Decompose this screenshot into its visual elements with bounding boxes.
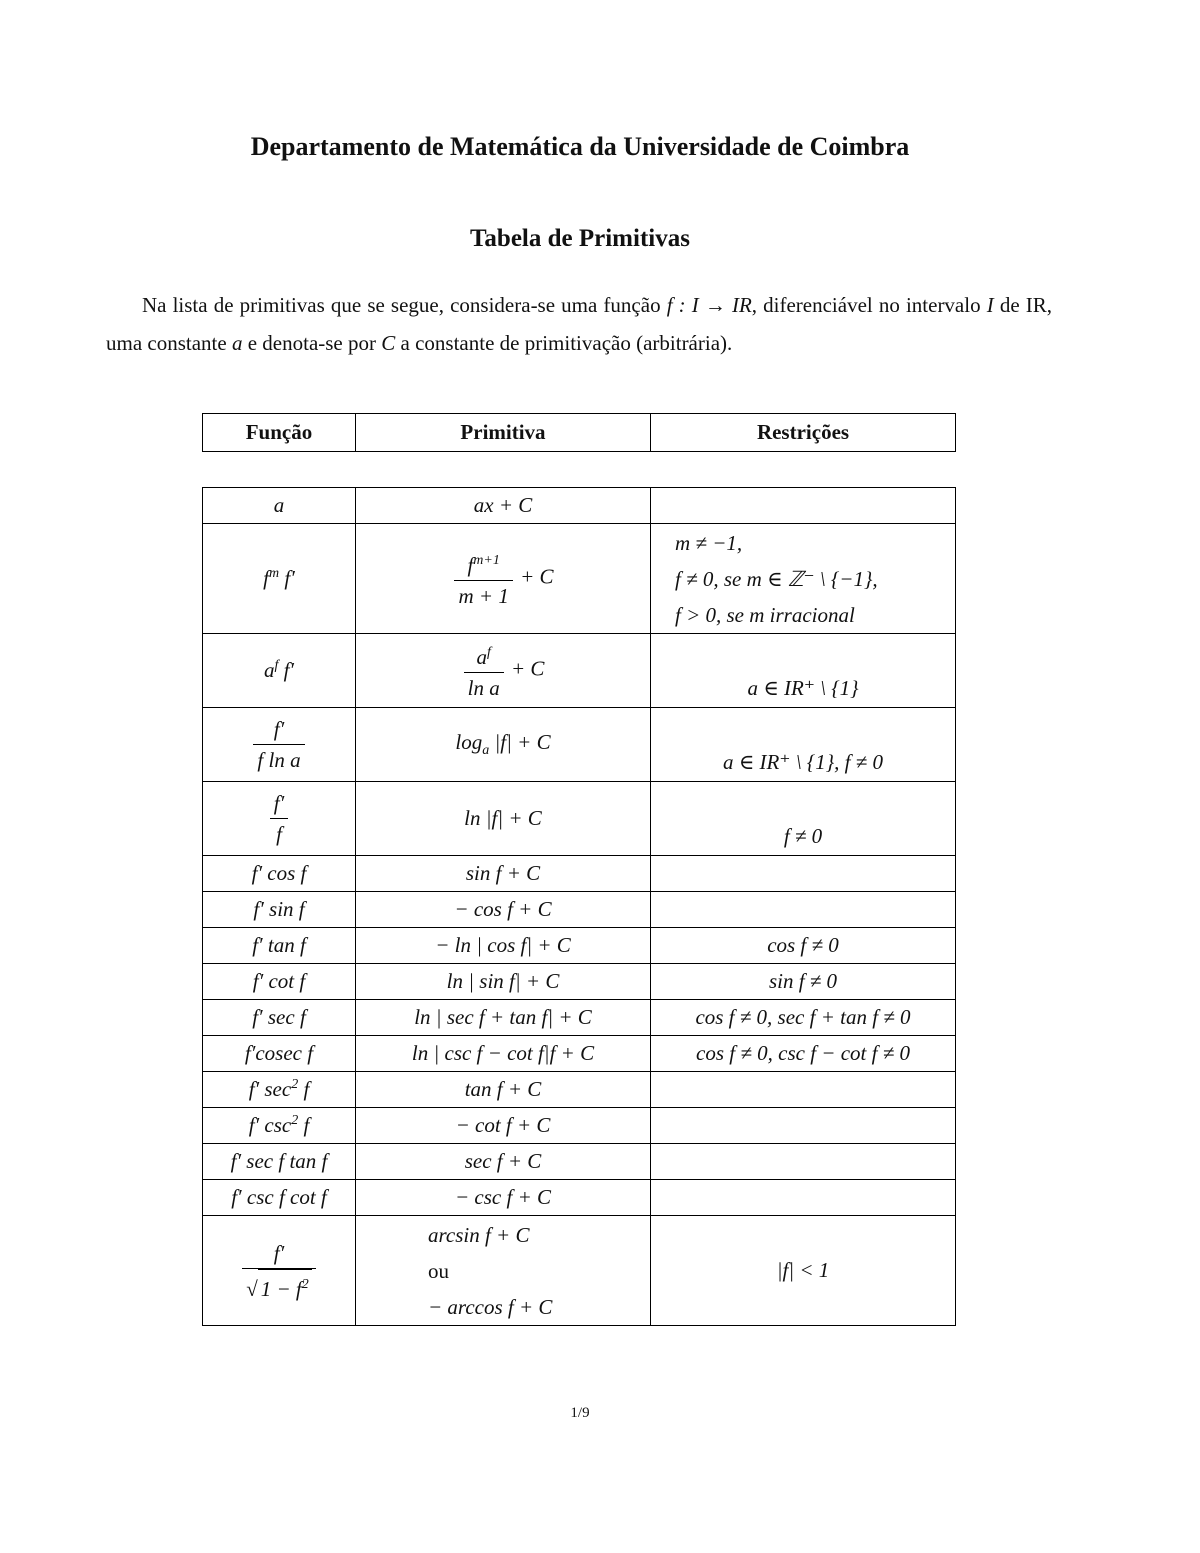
fraction — [270, 788, 288, 849]
cell-funcao: f′ cot f — [203, 964, 356, 1000]
cell-funcao — [203, 1072, 356, 1108]
math-base: f — [467, 553, 474, 577]
math-text: f′ csc — [248, 1113, 292, 1137]
fraction-denominator — [242, 1269, 316, 1304]
math-exponent: f — [274, 658, 279, 673]
cell-restricoes: cos f ≠ 0, sec f + tan f ≠ 0 — [651, 1000, 956, 1036]
cell-primitiva — [356, 708, 651, 782]
cell-funcao: f′ sec f — [203, 1000, 356, 1036]
cell-primitiva: − ln | cos f| + C — [356, 928, 651, 964]
cell-primitiva: − cot f + C — [356, 1108, 651, 1144]
table-row — [203, 1180, 956, 1216]
math-exponent: 2 — [301, 1276, 309, 1292]
table-row — [203, 782, 956, 856]
page-number: 1/9 — [570, 1405, 590, 1421]
cell-funcao: f′cosec f — [203, 1036, 356, 1072]
cell-funcao — [203, 524, 356, 634]
cell-primitiva: ax + C — [356, 488, 651, 524]
table-row — [203, 1072, 956, 1108]
sqrt-symbol: √ — [246, 1276, 258, 1301]
cell-restricoes: cos f ≠ 0, csc f − cot f ≠ 0 — [651, 1036, 956, 1072]
table-row — [203, 1108, 956, 1144]
math-text: |f| + C — [489, 729, 551, 754]
cell-restricoes — [651, 856, 956, 892]
cell-primitiva: ln | csc f − cot f|f + C — [356, 1036, 651, 1072]
table-row — [203, 1144, 956, 1180]
restriction-line: f > 0, se m irracional — [675, 602, 855, 627]
table-row — [203, 928, 956, 964]
math-text: f′ — [279, 566, 295, 590]
math-text: 1 − f — [260, 1276, 302, 1301]
table-row — [203, 488, 956, 524]
fraction — [253, 714, 304, 775]
fraction — [242, 1238, 316, 1304]
cell-restricoes — [651, 488, 956, 524]
cell-funcao: f′ sec f tan f — [203, 1144, 356, 1180]
table-row — [203, 524, 956, 634]
intro-math: a — [231, 331, 243, 355]
cell-primitiva: sin f + C — [356, 856, 651, 892]
cell-funcao — [203, 1216, 356, 1326]
math-text: f′ sec — [248, 1077, 292, 1101]
math-exponent: f — [486, 645, 491, 660]
math-text: f — [298, 1113, 310, 1137]
math-exponent: 2 — [291, 1113, 299, 1128]
primitive-line: − arccos f + C — [428, 1294, 553, 1319]
fraction-numerator: f′ — [242, 1238, 316, 1269]
page-title: Departamento de Matemática da Universidade de Coimbra — [250, 132, 910, 161]
cell-funcao — [203, 708, 356, 782]
math-subscript: a — [482, 743, 490, 759]
fraction-numerator: f′ — [270, 788, 288, 819]
cell-primitiva — [356, 634, 651, 708]
primitives-table — [202, 413, 956, 1326]
page-subtitle: Tabela de Primitivas — [470, 225, 690, 252]
math-base: a — [476, 645, 487, 669]
cell-primitiva: ln | sec f + tan f| + C — [356, 1000, 651, 1036]
primitive-line: ou — [428, 1258, 449, 1283]
math-text: + C — [514, 564, 554, 589]
cell-primitiva: − csc f + C — [356, 1180, 651, 1216]
math-exponent: m+1 — [473, 553, 500, 568]
cell-funcao — [203, 634, 356, 708]
cell-funcao: f′ csc f cot f — [203, 1180, 356, 1216]
table-row — [203, 964, 956, 1000]
fraction-denominator: m + 1 — [458, 584, 509, 608]
table-header-row — [203, 414, 956, 452]
math-exponent: 2 — [291, 1077, 299, 1092]
header-funcao: Função — [203, 414, 356, 452]
cell-restricoes: cos f ≠ 0 — [651, 928, 956, 964]
cell-primitiva: sec f + C — [356, 1144, 651, 1180]
cell-primitiva: ln |f| + C — [356, 782, 651, 856]
fraction-denominator: ln a — [467, 676, 500, 700]
table-row — [203, 856, 956, 892]
cell-primitiva: − cos f + C — [356, 892, 651, 928]
cell-funcao: f′ sin f — [203, 892, 356, 928]
cell-restricoes: a ∈ IR⁺ \ {1}, f ≠ 0 — [651, 708, 956, 782]
table-row — [203, 1216, 956, 1326]
header-primitiva: Primitiva — [356, 414, 651, 452]
table-gap — [203, 452, 956, 488]
primitive-line: arcsin f + C — [428, 1222, 530, 1247]
table-row — [203, 708, 956, 782]
fraction — [464, 638, 504, 703]
cell-restricoes: a ∈ IR⁺ \ {1} — [651, 634, 956, 708]
table-row — [203, 634, 956, 708]
cell-restricoes — [651, 892, 956, 928]
cell-primitiva — [356, 1216, 651, 1326]
intro-text: Na lista de primitivas que se segue, considera-se uma função — [142, 293, 667, 317]
cell-funcao: a — [203, 488, 356, 524]
cell-restricoes — [651, 1072, 956, 1108]
math-text: log — [455, 729, 483, 754]
intro-paragraph — [106, 286, 1052, 362]
cell-funcao — [203, 1108, 356, 1144]
math-exponent: m — [269, 566, 280, 581]
cell-primitiva — [356, 524, 651, 634]
cell-funcao: f′ cos f — [203, 856, 356, 892]
cell-restricoes — [651, 1108, 956, 1144]
cell-primitiva: tan f + C — [356, 1072, 651, 1108]
math-base: f — [263, 566, 270, 590]
cell-funcao: f′ tan f — [203, 928, 356, 964]
intro-text: e denota-se por — [242, 331, 382, 355]
fraction-denominator: f ln a — [257, 748, 301, 772]
restriction-line: f ≠ 0, se m ∈ ℤ⁻ \ {−1}, — [675, 566, 878, 591]
cell-restricoes — [651, 1180, 956, 1216]
cell-primitiva: ln | sin f| + C — [356, 964, 651, 1000]
fraction-denominator: f — [276, 822, 282, 846]
fraction-numerator: f′ — [253, 714, 304, 745]
math-base: a — [263, 658, 275, 682]
intro-text: a constante de primitivação (arbitrária). — [395, 331, 733, 355]
math-text: f — [298, 1077, 310, 1101]
intro-text: , diferenciável no intervalo — [751, 293, 987, 317]
cell-restricoes: sin f ≠ 0 — [651, 964, 956, 1000]
restriction-line: m ≠ −1, — [675, 530, 743, 555]
intro-math: C — [381, 331, 396, 355]
cell-restricoes — [651, 1144, 956, 1180]
cell-restricoes: f ≠ 0 — [651, 782, 956, 856]
cell-restricoes — [651, 524, 956, 634]
header-restricoes: Restrições — [651, 414, 956, 452]
cell-restricoes: |f| < 1 — [651, 1216, 956, 1326]
fraction — [454, 546, 512, 611]
intro-text: de IR, uma constante — [106, 293, 1052, 355]
math-text: f′ — [278, 658, 295, 682]
table-row — [203, 892, 956, 928]
table-row — [203, 1036, 956, 1072]
math-text: + C — [505, 656, 545, 681]
table-row — [203, 1000, 956, 1036]
intro-math: I — [986, 293, 994, 317]
cell-funcao — [203, 782, 356, 856]
intro-math: f : I → IR — [666, 293, 752, 317]
